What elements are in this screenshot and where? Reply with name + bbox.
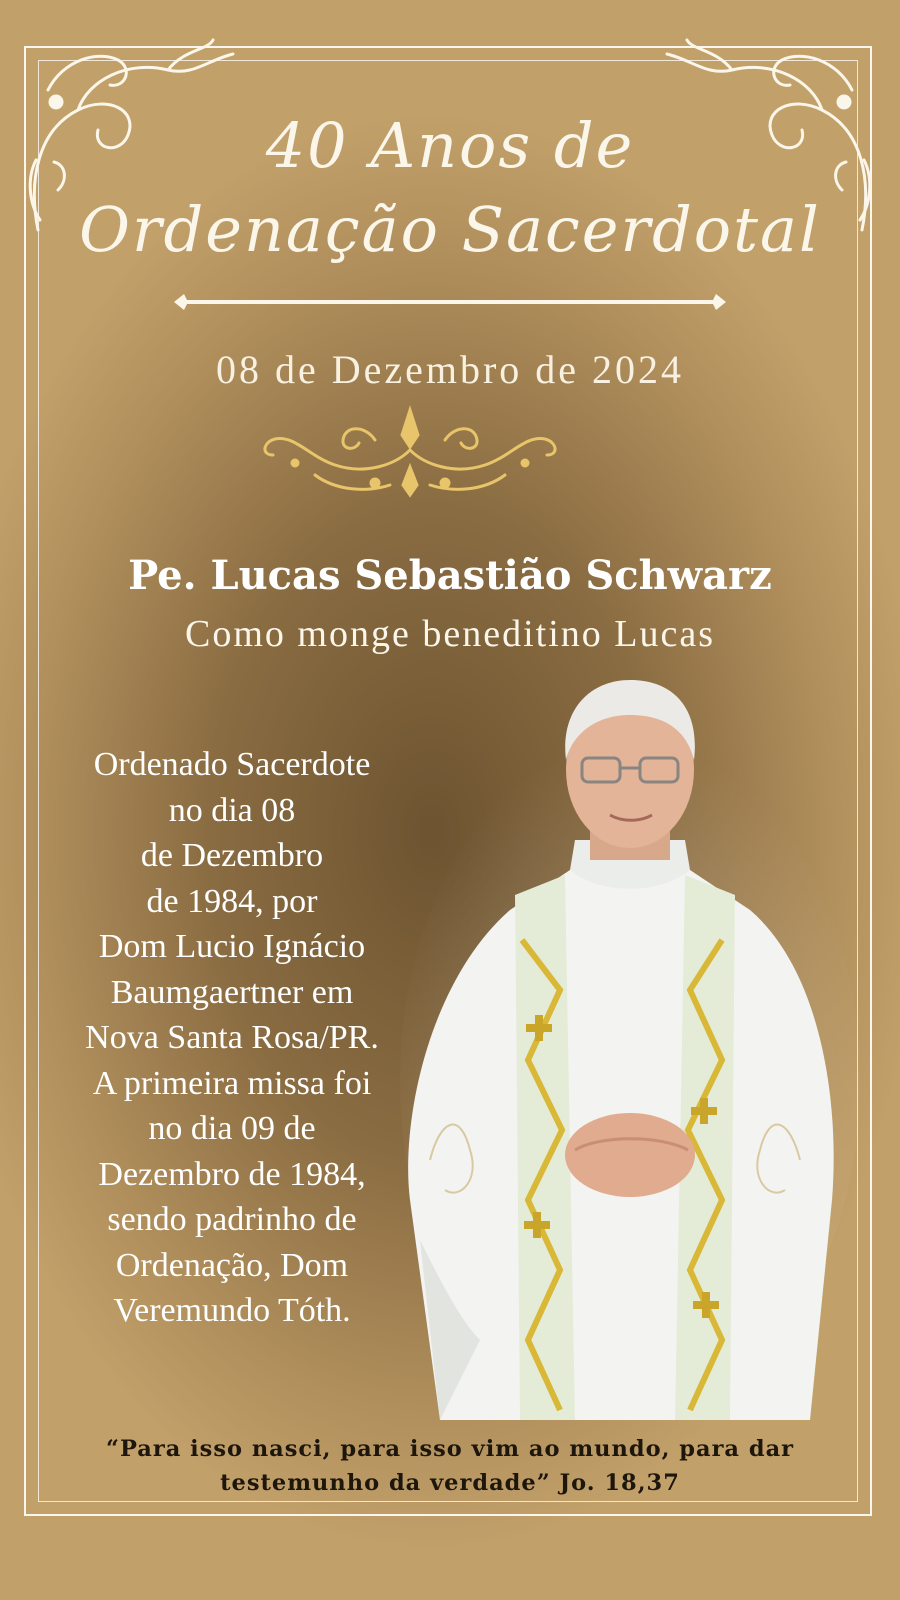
bio-line: Dezembro de 1984, [98,1155,366,1193]
bio-line: no dia 09 de [148,1110,316,1147]
bio-line: Nova Santa Rosa/PR. [85,1019,379,1056]
bio-line: Ordenação, Dom [115,1246,349,1284]
priest-name: Pe. Lucas Sebastião Schwarz [128,552,772,599]
biography-text [52,742,412,1334]
gold-ornament-icon [255,405,565,505]
bio-line: A primeira missa foi [92,1064,372,1102]
bio-line: Baumgaertner em [110,973,354,1011]
title-line-1: 40 Anos de [265,109,635,182]
title-divider-rule [174,292,726,312]
priest-portrait-photo [400,680,860,1420]
quote-line-1: “Para isso nasci, para isso vim ao mundo, para dar [106,1436,794,1462]
bible-quote [0,1432,900,1500]
bio-line: de 1984, por [146,882,318,920]
bio-line: de Dezembro [140,837,324,874]
title-line-2: Ordenação Sacerdotal [79,193,821,266]
priest-subtitle: Como monge beneditino Lucas [185,613,715,655]
bio-line: Dom Lucio Ignácio [98,928,366,965]
quote-line-2: testemunho da verdade” Jo. 18,37 [220,1470,680,1496]
bio-line: Ordenado Sacerdote [93,746,371,783]
bio-line: Veremundo Tóth. [113,1292,351,1329]
bio-line: no dia 08 [168,791,296,829]
celebration-date: 08 de Dezembro de 2024 [215,347,685,392]
bio-line: sendo padrinho de [107,1201,357,1238]
